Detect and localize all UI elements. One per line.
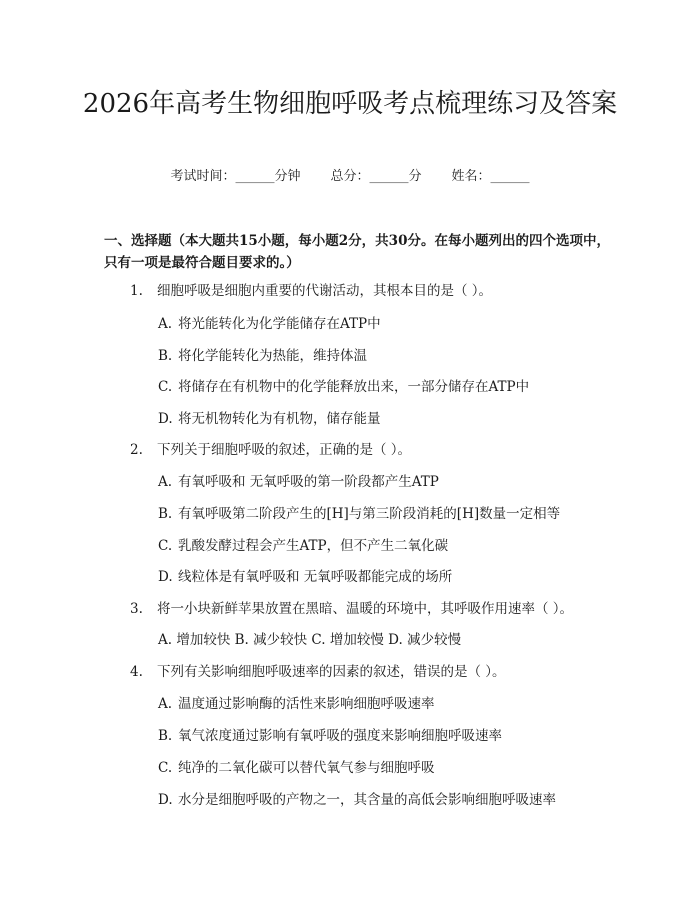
option-letter: D.	[158, 411, 173, 427]
question-4-option-a	[158, 694, 618, 714]
option-letter: B.	[158, 348, 173, 364]
question-3	[130, 599, 630, 619]
question-number: 2.	[130, 442, 143, 458]
option-text: 线粒体是有氧呼吸和 无氧呼吸都能完成的场所	[178, 569, 453, 585]
option-letter: B.	[158, 728, 173, 744]
option-text: 将化学能转化为热能，维持体温	[178, 348, 367, 364]
option-letter: D.	[158, 792, 173, 808]
option-text: 将无机物转化为有机物，储存能量	[178, 411, 381, 427]
option-text: 有氧呼吸和 无氧呼吸的第一阶段都产生ATP	[178, 474, 439, 490]
option-letter: A.	[158, 316, 173, 332]
question-2-option-b	[158, 504, 618, 524]
question-4	[130, 662, 630, 682]
question-number: 1.	[130, 283, 143, 299]
score-field-label: 总分：______分	[330, 169, 422, 184]
option-letter: C.	[158, 379, 173, 395]
question-1-option-b	[158, 346, 618, 366]
option-letter: B.	[158, 506, 173, 522]
question-2-option-c	[158, 536, 618, 556]
option-text: 温度通过影响酶的活性来影响细胞呼吸速率	[178, 696, 435, 712]
option-letter: A.	[158, 474, 173, 490]
question-stem: 下列关于细胞呼吸的叙述，正确的是（ ）。	[157, 442, 412, 458]
question-1-option-d	[158, 409, 618, 429]
question-2-option-a	[158, 472, 618, 492]
question-number: 3.	[130, 601, 143, 617]
question-2	[130, 440, 630, 460]
exam-meta-line	[0, 167, 700, 187]
option-text: 乳酸发酵过程会产生ATP，但不产生二氧化碳	[178, 538, 449, 554]
question-2-option-d	[158, 567, 618, 587]
question-1-option-c	[158, 377, 618, 397]
option-text: 将光能转化为化学能储存在ATP中	[178, 316, 381, 332]
option-text: 水分是细胞呼吸的产物之一，其含量的高低会影响细胞呼吸速率	[178, 792, 556, 808]
option-text: 有氧呼吸第二阶段产生的[H]与第三阶段消耗的[H]数量一定相等	[178, 506, 561, 522]
question-1-option-a	[158, 314, 618, 334]
question-stem: 将一小块新鲜苹果放置在黑暗、温暖的环境中，其呼吸作用速率（ ）。	[157, 601, 574, 617]
document-title: 2026年高考生物细胞呼吸考点梳理练习及答案	[82, 89, 618, 119]
option-text: 氧气浓度通过影响有氧呼吸的强度来影响细胞呼吸速率	[178, 728, 502, 744]
question-4-option-d	[158, 790, 618, 810]
question-4-option-c	[158, 758, 618, 778]
option-text: 将储存在有机物中的化学能释放出来，一部分储存在ATP中	[178, 379, 530, 395]
question-stem: 下列有关影响细胞呼吸速率的因素的叙述，错误的是（ ）。	[157, 664, 506, 680]
option-text: 纯净的二氧化碳可以替代氧气参与细胞呼吸	[178, 760, 435, 776]
question-number: 4.	[130, 664, 143, 680]
option-letter: C.	[158, 760, 173, 776]
question-1	[130, 281, 630, 301]
option-letter: C.	[158, 538, 173, 554]
time-field-label: 考试时间：______分钟	[170, 169, 301, 184]
question-4-option-b	[158, 726, 618, 746]
question-3-inline-options: A. 增加较快 B. 减少较快 C. 增加较慢 D. 减少较慢	[158, 632, 462, 648]
name-field-label: 姓名：______	[451, 169, 530, 184]
option-letter: A.	[158, 696, 173, 712]
option-letter: D.	[158, 569, 173, 585]
section-heading: 一、选择题（本大题共15小题，每小题2分，共30分。在每小题列出的四个选项中，只有一项是最符合题目要求的。）	[104, 233, 610, 271]
question-stem: 细胞呼吸是细胞内重要的代谢活动，其根本目的是（ ）。	[157, 283, 493, 299]
